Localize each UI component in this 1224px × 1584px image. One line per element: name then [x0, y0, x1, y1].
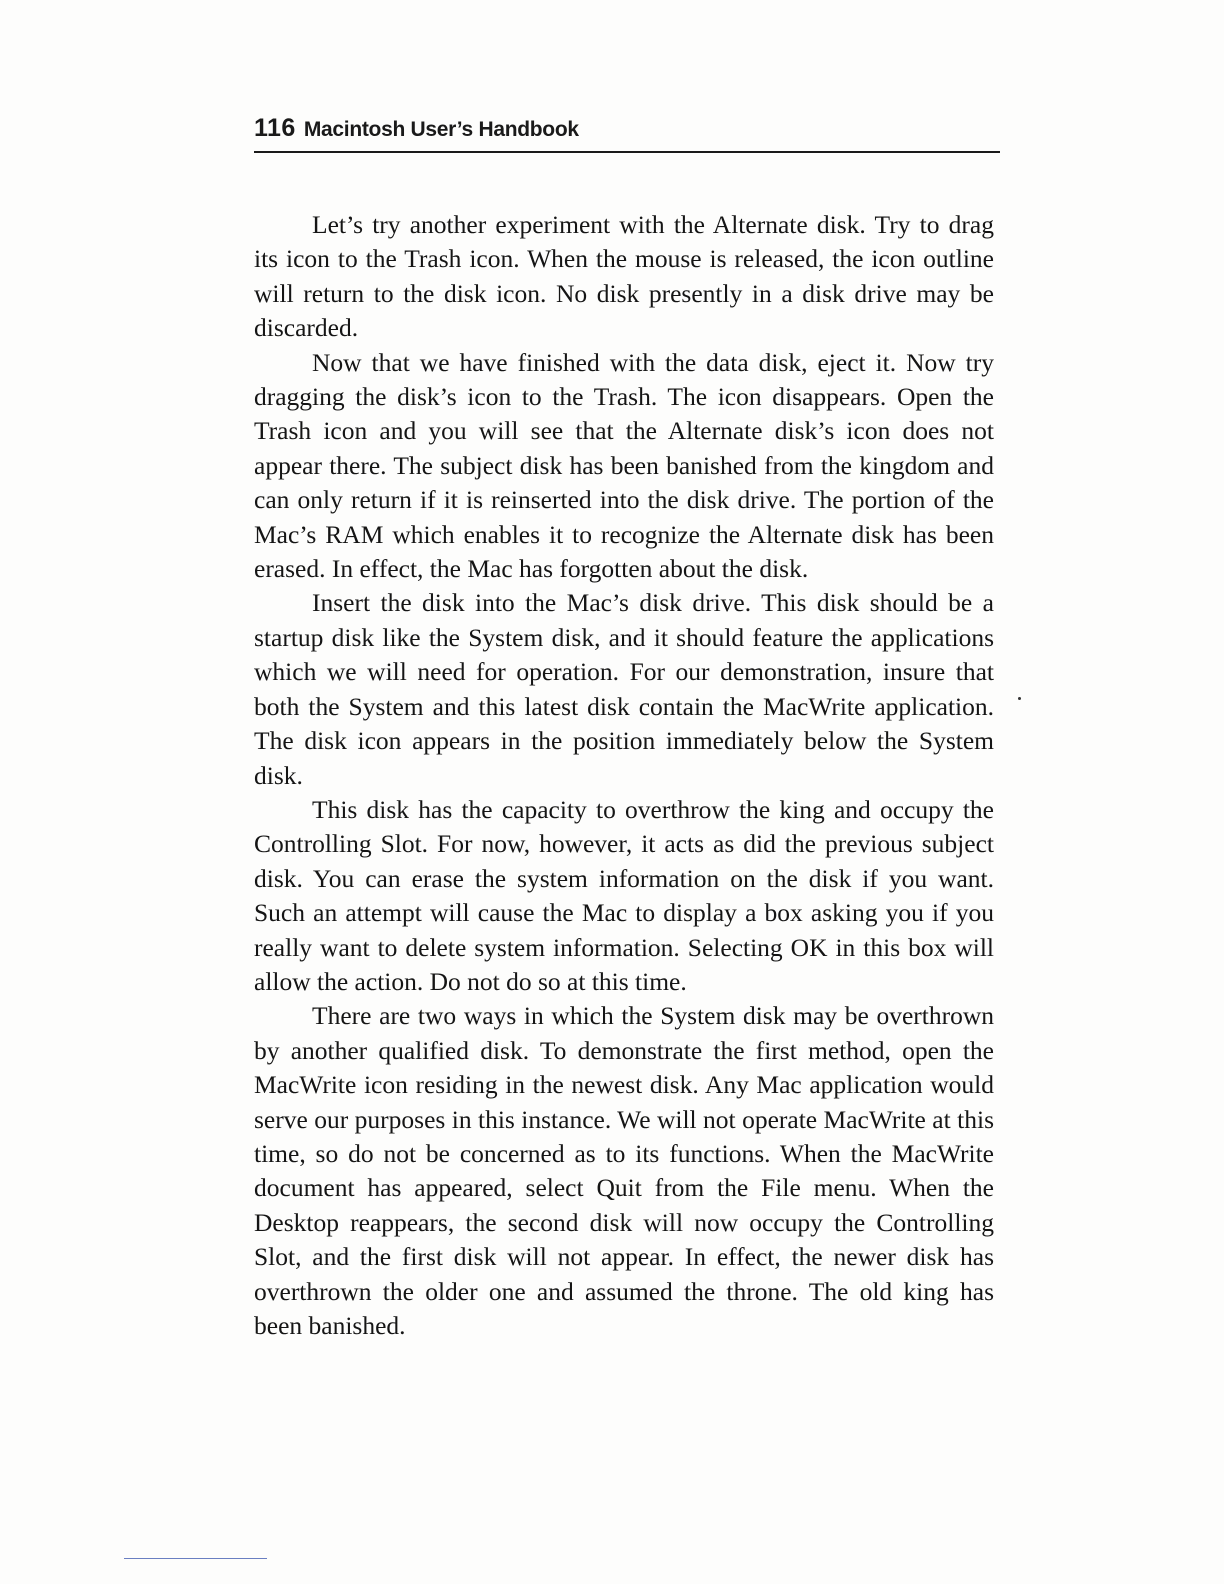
running-head: [254, 114, 1000, 154]
book-title: Macintosh User’s Handbook: [303, 118, 579, 141]
paragraph-4: This disk has the capacity to overthrow the king and occupy the Controlling Slot. For now, however, it acts as did the previous subject disk. You can erase the system information on the disk if you want. Such an attempt will cause the Mac to display a box asking you if you really want to delete system information. Selecting OK in this box will allow the action. Do not do so at this time.: [254, 794, 994, 996]
footer-rule: [124, 1558, 267, 1559]
header-divider: [254, 151, 1000, 153]
scan-speck: [1018, 697, 1021, 700]
paragraph-3: Insert the disk into the Mac’s disk drive. This disk should be a startup disk like the System disk, and it should feature the applications which we will need for operation. For our demonstration, insure that both the System and this latest disk contain the MacWrite application. The disk icon appears in the position immediately below the System disk.: [254, 588, 994, 790]
paragraph-2: Now that we have finished with the data disk, eject it. Now try dragging the disk’s icon to the Trash. The icon disappears. Open the Trash icon and you will see that the Alternate disk’s icon does not appear there. The subject disk has been banished from the kingdom and can only return if it is reinserted into the disk drive. The portion of the Mac’s RAM which enables it to recognize the Alternate disk has been erased. In effect, the Mac has forgotten about the disk.: [254, 347, 994, 584]
page-number: 116: [254, 114, 296, 142]
body-text: [254, 208, 994, 1343]
paragraph-1: Let’s try another experiment with the Alternate disk. Try to drag its icon to the Trash icon. When the mouse is released, the icon outline will return to the disk icon. No disk presently in a disk drive may be discarded.: [254, 210, 994, 343]
paragraph-5: There are two ways in which the System disk may be overthrown by another qualified disk. To demonstrate the first method, open the MacWrite icon residing in the newest disk. Any Mac application would serve our purposes in this instance. We will not operate MacWrite at this time, so do not be concerned as to its functions. When the MacWrite document has appeared, select Quit from the File menu. When the Desktop reappears, the second disk will now occupy the Controlling Slot, and the first disk will not appear. In effect, the newer disk has overthrown the older one and assumed the throne. The old king has been banished.: [254, 1001, 994, 1340]
